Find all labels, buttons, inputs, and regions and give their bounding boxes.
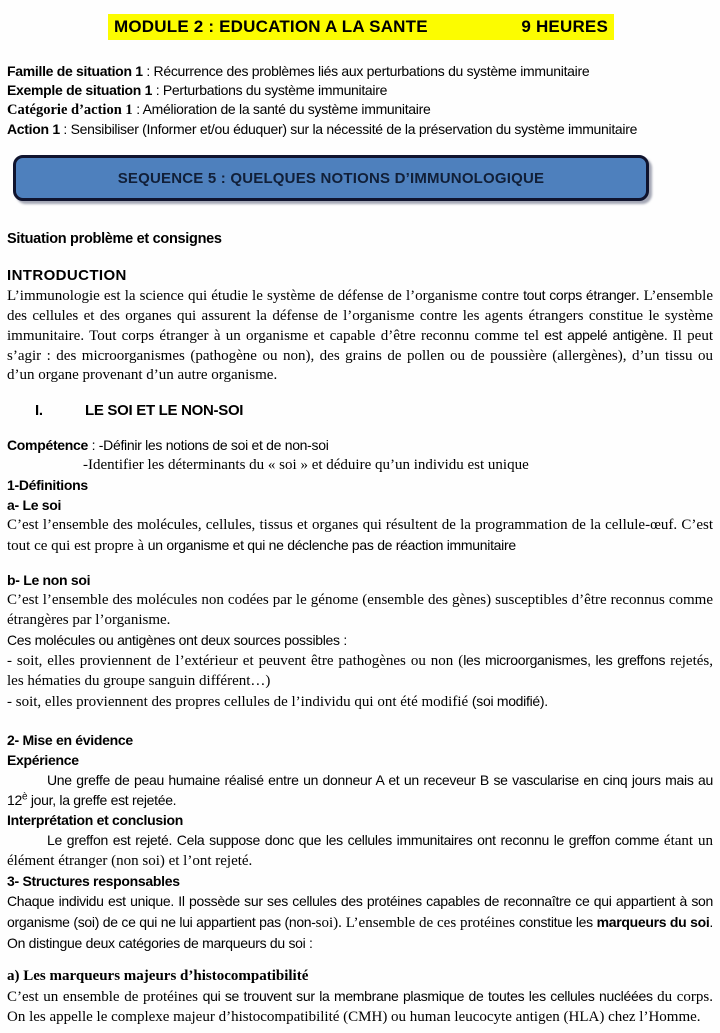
heading-structures: 3- Structures responsables [7,872,180,889]
intro-run-2: tout corps étranger [523,287,636,303]
module-title: MODULE 2 : EDUCATION A LA SANTE [114,17,428,36]
section-1-number: I. [35,401,43,419]
competence-label: Compétence [7,436,89,453]
experience-superscript: è [21,790,28,802]
experience-paragraph [7,770,713,810]
famille-situation-label: Famille de situation 1 [7,63,143,79]
nonsoi-bullet-2 [7,691,713,712]
heading-section-1 [35,401,713,421]
competence-text-1: : -Définir les notions de soi et de non-soi [88,436,329,453]
heading-a-soi: a- Le soi [7,496,62,513]
sequence-banner [13,155,649,201]
intro-run-4: est appelé antigène. [544,327,668,343]
action-text: : Sensibiliser (Informer et/ou éduquer) sur la nécessité de la préservation du système immunitaire [59,121,638,137]
structures-run-5: . On distingue deux catégories de marqueurs du soi : [7,913,714,951]
categorie-action-label: Catégorie d’action 1 [7,102,133,118]
module-hours: 9 HEURES [521,17,608,36]
interpretation-run-1: Le greffon est rejeté. Cela suppose donc que les cellules immunitaires ont reconnu le greffon comme [47,831,664,848]
marqueurs-run-1: C’est un ensemble de protéines [7,988,203,1005]
famille-situation-text: : Récurrence des problèmes liés aux perturbations du système immunitaire [142,63,590,79]
situation-block [7,62,713,139]
nonsoi-bullet2-run-2: (soi modifié). [471,692,548,709]
intro-run-5: Il peut s’agir : des microorganismes (pathogène ou non), des grains de pollen ou de poussière (allergènes), d’un tissu ou d’un organe provenant d’un autre organisme. [7,328,713,383]
marqueurs-paragraph [7,986,713,1027]
heading-introduction: INTRODUCTION [7,267,127,284]
module-title-highlight [108,14,614,40]
intro-paragraph [7,286,713,386]
structures-run-2: soi). L’ensemble de ces protéines [315,914,519,931]
nonsoi-bullet1-run-2: les microorganismes, les greffons [463,651,666,668]
intro-run-1: L’immunologie est la science qui étudie le système de défense de l’organisme contre [7,288,524,304]
nonsoi-bullet2-run-1: - soit, elles proviennent des propres cellules de l’individu qui ont été modifié [7,693,472,710]
heading-marqueurs-majeurs: a) Les marqueurs majeurs d’histocompatibilité [7,967,309,984]
heading-experience: Expérience [7,751,79,768]
nonsoi-bullet1-run-1: - soit, elles proviennent de l’extérieur et peuvent être pathogènes ou non ( [7,652,464,669]
marqueurs-run-2: qui se trouvent sur la membrane plasmique de toutes les cellules nucléées [202,987,658,1004]
exemple-situation-line [7,81,713,100]
structures-run-1: Chaque individu est unique. Il possède sur ses cellules des protéines capables de reconnaître ce qui appartient à son organisme (soi) de ce qui ne lui appartient pas (non- [7,892,713,930]
structures-run-4: marqueurs du soi [596,913,710,930]
soi-paragraph [7,515,713,556]
nonsoi-bullet-1 [7,650,713,691]
exemple-situation-label: Exemple de situation 1 [7,82,153,98]
structures-run-3: constitue les [518,913,597,930]
nonsoi-paragraph-2: Ces molécules ou antigènes ont deux sources possibles : [7,631,347,648]
competence-line-1 [7,435,713,455]
heading-definitions: 1-Définitions [7,476,88,493]
structures-paragraph [7,891,713,954]
soi-run-2: un organisme et qui ne déclenche pas de réaction immunitaire [147,536,516,553]
experience-run-1: Une greffe de peau humaine réalisé entre un donneur A et un receveur B se vascularise en cinq jours mais au 12 [7,771,713,808]
famille-situation-line [7,62,713,81]
categorie-action-text: : Amélioration de la santé du système immunitaire [132,101,431,117]
experience-run-2: jour, la greffe est rejetée. [27,791,177,808]
action-label: Action 1 [7,121,60,137]
sequence-banner-title: SEQUENCE 5 : QUELQUES NOTIONS D’IMMUNOLOGIQUE [117,169,545,187]
categorie-action-line [7,100,713,120]
action-line [7,120,713,139]
nonsoi-bullet1-run-3: rejetés, les hématies du groupe sanguin différent…) [7,652,714,689]
heading-consignes: Situation problème et consignes [7,231,222,247]
competence-block [7,435,713,475]
section-1-title: LE SOI ET LE NON-SOI [85,401,244,419]
heading-mise-evidence: 2- Mise en évidence [7,731,133,748]
exemple-situation-text: : Perturbations du système immunitaire [152,82,388,98]
intro-run-3: . L’ensemble des cellules et des organes qui assurent la défense de l’organisme contre les agents étrangers constitue le système immunitaire. Tout corps étranger à un organisme et capable d’être reconnu comme tel [7,288,713,344]
marqueurs-run-3: du corps. On les appelle le complexe majeur d’histocompatibilité (CMH) ou human leucocyte antigen (HLA) chez l’Homme. [7,988,713,1025]
soi-run-1: C’est l’ensemble des molécules, cellules, tissus et organes qui résultent de la programmation de la cellule-œuf. C’est tout ce qui est propre à [7,516,713,554]
competence-line-2: -Identifier les déterminants du « soi » et déduire qu’un individu est unique [83,456,529,473]
interpretation-run-2: étant un élément étranger (non soi) et l’ont rejeté. [7,832,713,869]
nonsoi-paragraph-1: C’est l’ensemble des molécules non codées par le génome (ensemble des gènes) susceptibles d’être reconnus comme étrangères par l’organisme. [7,591,713,628]
interpretation-paragraph [7,830,713,871]
heading-b-nonsoi: b- Le non soi [7,571,91,588]
heading-interpretation: Interprétation et conclusion [7,811,183,828]
